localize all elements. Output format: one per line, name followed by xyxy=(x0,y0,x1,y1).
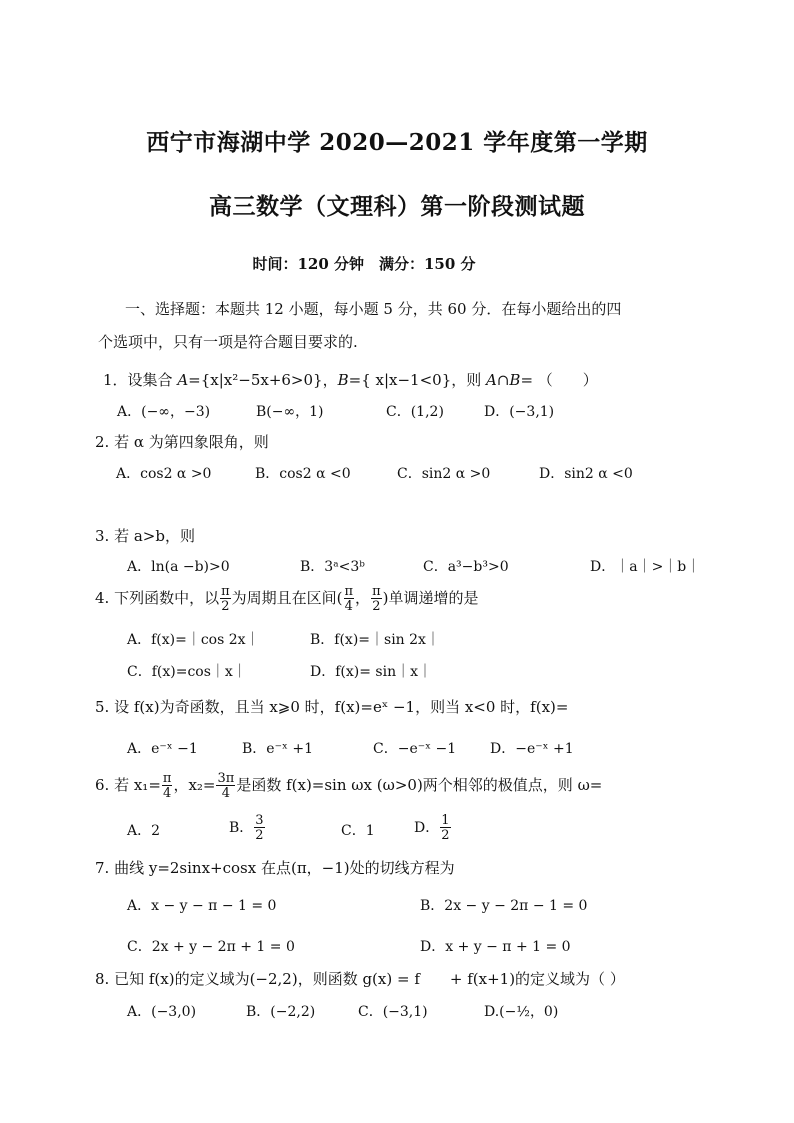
q4-interval-right xyxy=(371,585,382,613)
q6-x2-fraction xyxy=(216,772,235,800)
q8-option-c: C．(−3,1) xyxy=(358,1004,428,1020)
q6-x1-num: π xyxy=(162,771,172,786)
q1-set-a-def: ={x|x²−5x+6>0}， xyxy=(188,371,338,389)
question-6-stem xyxy=(95,772,602,800)
q3-option-b: B．3ᵃ<3ᵇ xyxy=(300,559,365,575)
q4-option-b: B．f(x)=｜sin 2x｜ xyxy=(310,632,440,648)
q2-option-b: B．cos2 α <0 xyxy=(255,466,351,482)
q6-pre: 6. 若 x₁= xyxy=(95,776,161,794)
q4-option-a: A．f(x)=｜cos 2x｜ xyxy=(127,632,260,648)
q4-period-den: 2 xyxy=(221,599,230,614)
q6-option-b-num: 3 xyxy=(255,813,264,828)
q1-set-b: B xyxy=(337,371,349,389)
q3-option-d: D．｜a｜>｜b｜ xyxy=(590,559,701,575)
q6-option-b-label: B． xyxy=(229,820,254,836)
q6-option-b xyxy=(229,814,266,842)
q1-pre: 1．设集合 xyxy=(103,371,178,389)
question-1-stem xyxy=(103,369,598,390)
school-title: 西宁市海湖中学 2020—2021 学年度第一学期 xyxy=(146,129,648,156)
q6-x1-fraction xyxy=(162,772,173,800)
question-2-stem: 2. 若 α 为第四象限角，则 xyxy=(95,433,269,451)
q1-expr: A∩B xyxy=(486,371,521,389)
q8-option-a: A．(−3,0) xyxy=(127,1004,197,1020)
q4-post: )单调递增的是 xyxy=(382,589,479,607)
q4-option-c: C．f(x)=cos｜x｜ xyxy=(127,664,247,680)
q6-option-b-fraction xyxy=(254,814,264,842)
question-5-stem: 5. 设 f(x)为奇函数，且当 x⩾0 时，f(x)=eˣ −1，则当 x<0 时，f(x)= xyxy=(95,698,569,716)
q5-option-a: A．e⁻ˣ −1 xyxy=(127,741,198,757)
q4-right-den: 2 xyxy=(372,599,381,614)
question-3-stem: 3. 若 a>b，则 xyxy=(95,527,195,545)
q4-left-num: π xyxy=(344,584,354,599)
q3-option-c: C．a³−b³>0 xyxy=(423,559,509,575)
q6-post: 是函数 f(x)=sin ωx (ω>0)两个相邻的极值点，则 ω= xyxy=(236,776,603,794)
q6-x2-num: 3π xyxy=(217,771,235,786)
q5-option-d: D．−e⁻ˣ +1 xyxy=(490,741,574,757)
q6-option-d-label: D． xyxy=(414,820,440,836)
q7-option-a: A．x − y − π − 1 = 0 xyxy=(127,898,277,914)
q1-option-d: D．(−3,1) xyxy=(484,404,555,420)
q6-option-a: A．2 xyxy=(127,823,161,839)
q6-x2-den: 4 xyxy=(221,786,231,801)
question-7-stem: 7. 曲线 y=2sinx+cosx 在点(π，−1)处的切线方程为 xyxy=(95,859,455,877)
q6-option-d-num: 1 xyxy=(441,813,450,828)
q4-period-num: π xyxy=(221,584,230,599)
q6-option-d-den: 2 xyxy=(441,828,450,843)
section-heading-line1: 一、选择题：本题共 12 小题，每小题 5 分，共 60 分．在每小题给出的四 xyxy=(125,300,622,318)
q1-post: = （ ） xyxy=(520,371,598,389)
q1-option-b: B(−∞，1) xyxy=(256,404,324,420)
q2-option-d: D．sin2 α <0 xyxy=(539,466,633,482)
question-8-stem: 8. 已知 f(x)的定义域为(−2,2)，则函数 g(x) = f + f(x+1)的定义域为（ ） xyxy=(95,970,625,988)
q6-option-d xyxy=(414,814,452,842)
q5-option-c: C．−e⁻ˣ −1 xyxy=(373,741,457,757)
question-4-stem xyxy=(95,585,478,613)
q6-x1-den: 4 xyxy=(163,786,172,801)
q4-comma: ， xyxy=(355,589,371,607)
q4-period-fraction xyxy=(220,585,231,613)
q4-interval-left xyxy=(344,585,355,613)
q2-option-a: A．cos2 α >0 xyxy=(116,466,212,482)
q7-option-b: B．2x − y − 2π − 1 = 0 xyxy=(420,898,588,914)
q6-mid: ，x₂= xyxy=(173,776,216,794)
section-heading-line2: 个选项中，只有一项是符合题目要求的. xyxy=(98,333,358,351)
q4-mid: 为周期且在区间( xyxy=(231,589,343,607)
q5-option-b: B．e⁻ˣ +1 xyxy=(242,741,313,757)
q1-set-b-def: ={ x|x−1<0}，则 xyxy=(348,371,487,389)
q7-option-c: C．2x + y − 2π + 1 = 0 xyxy=(127,939,295,955)
q4-pre: 4. 下列函数中，以 xyxy=(95,589,220,607)
q4-left-den: 4 xyxy=(344,599,353,614)
q8-option-d: D.(−½，0) xyxy=(484,1004,559,1020)
q4-right-num: π xyxy=(372,584,381,599)
time-info: 时间：120 分钟 满分：150 分 xyxy=(252,255,476,273)
q6-option-d-fraction xyxy=(440,814,450,842)
q2-option-c: C．sin2 α >0 xyxy=(397,466,491,482)
q1-set-a: A xyxy=(177,371,189,389)
q1-option-c: C．(1,2) xyxy=(386,404,444,420)
q1-option-a: A．(−∞，−3) xyxy=(117,404,211,420)
exam-title: 高三数学（文理科）第一阶段测试题 xyxy=(209,193,585,220)
q6-option-b-den: 2 xyxy=(255,828,264,843)
q6-option-c: C．1 xyxy=(341,823,375,839)
q3-option-a: A．ln(a −b)>0 xyxy=(127,559,230,575)
q7-option-d: D．x + y − π + 1 = 0 xyxy=(420,939,571,955)
q8-option-b: B．(−2,2) xyxy=(246,1004,316,1020)
q4-option-d: D．f(x)= sin｜x｜ xyxy=(310,664,432,680)
